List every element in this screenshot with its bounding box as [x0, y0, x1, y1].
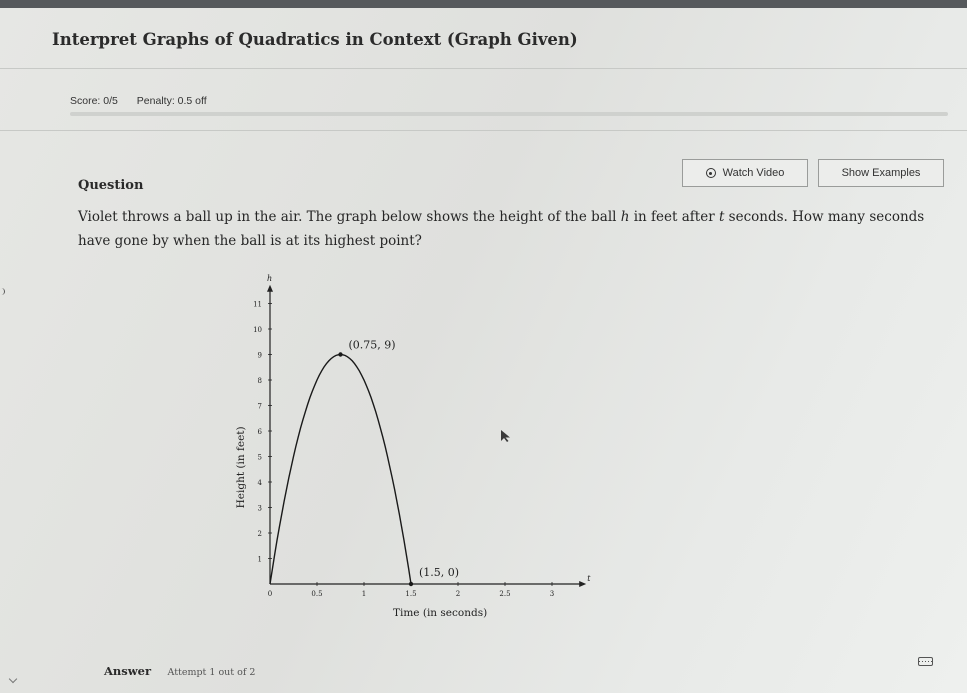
question-text-part: seconds. How many seconds have gone by when the ball is at its highest point?	[78, 209, 925, 249]
divider	[0, 68, 967, 69]
score-row	[70, 95, 223, 107]
x-tick-label: 1.5	[405, 590, 417, 598]
y-tick-label: 11	[253, 300, 262, 309]
penalty-label: Penalty: 0.5 off	[136, 95, 207, 107]
graph-point	[338, 352, 342, 356]
y-tick-label: 5	[257, 453, 262, 462]
answer-label: Answer	[104, 664, 152, 678]
y-tick-label: 4	[257, 479, 262, 487]
y-tick-label: 6	[257, 428, 262, 436]
x-axis-arrow	[579, 581, 586, 587]
divider	[0, 130, 967, 131]
variable-h: h	[620, 209, 630, 225]
question-text	[78, 205, 950, 253]
y-tick-label: 3	[257, 504, 262, 513]
graph-point	[409, 582, 413, 586]
x-axis-variable: t	[587, 574, 591, 583]
y-axis-variable: h	[267, 273, 273, 283]
progress-bar	[70, 112, 948, 116]
x-tick-label: 2.5	[499, 590, 511, 598]
y-tick-label: 10	[253, 326, 262, 334]
x-tick-label: 2	[455, 590, 461, 598]
x-tick-label: 3	[549, 590, 555, 598]
x-tick-label: 0.5	[311, 590, 323, 598]
y-tick-label: 2	[257, 530, 262, 538]
point-label: (1.5, 0)	[419, 566, 460, 579]
x-tick-label: 1	[361, 590, 367, 598]
question-label: Question	[78, 178, 144, 193]
show-examples-button[interactable]	[818, 159, 944, 187]
page-title: Interpret Graphs of Quadratics in Context (Graph Given)	[52, 30, 578, 49]
x-tick-label: 0	[267, 590, 273, 598]
question-text-part: in feet after	[629, 209, 719, 225]
x-axis-title: Time (in seconds)	[392, 607, 488, 619]
answer-row	[104, 662, 255, 680]
play-circle-icon	[706, 168, 716, 178]
parabola-curve	[270, 355, 411, 585]
y-tick-label: 8	[257, 377, 262, 385]
watch-video-button[interactable]	[682, 159, 808, 187]
y-axis-title: Height (in feet)	[235, 426, 247, 509]
variable-t: t	[718, 209, 725, 225]
quadratic-graph	[225, 273, 591, 623]
score-label: Score: 0/5	[70, 95, 118, 107]
watch-video-label: Watch Video	[722, 167, 785, 179]
y-tick-label: 1	[257, 555, 262, 564]
point-label: (0.75, 9)	[348, 338, 396, 352]
y-tick-label: 9	[257, 351, 262, 360]
question-text-part: Violet throws a ball up in the air. The graph below shows the height of the ball	[78, 209, 621, 225]
y-tick-label: 7	[257, 402, 262, 411]
y-axis-arrow	[267, 285, 273, 292]
chevron-down-icon[interactable]	[9, 675, 17, 683]
show-examples-label: Show Examples	[841, 167, 921, 179]
mouse-pointer-icon	[500, 429, 512, 443]
side-handle-icon	[0, 288, 5, 295]
keyboard-icon[interactable]	[918, 657, 933, 666]
page-content	[0, 8, 967, 693]
browser-top-strip	[0, 0, 967, 8]
attempt-counter: Attempt 1 out of 2	[167, 667, 256, 678]
